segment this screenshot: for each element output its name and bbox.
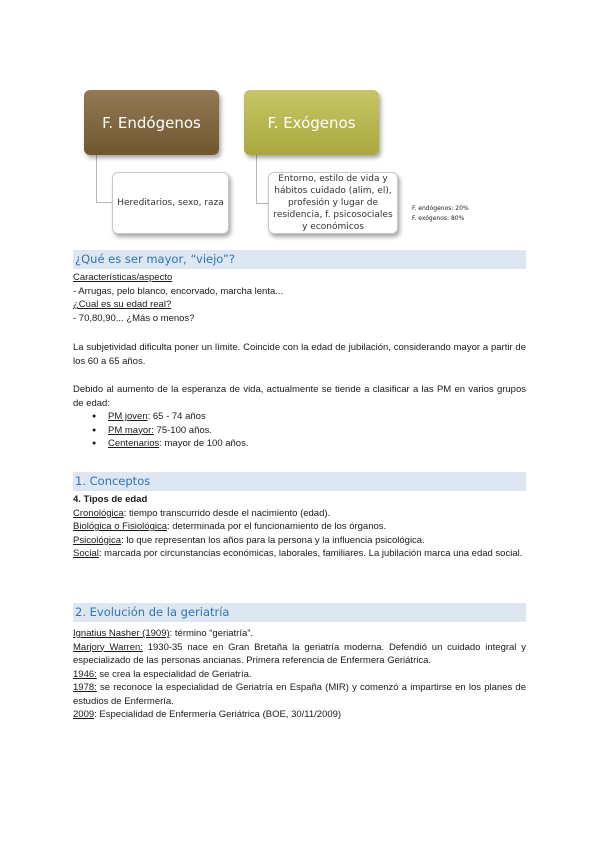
list-item: Ignatius Nasher (1909): término “geriatría”. (73, 628, 254, 639)
list-item: 2009: Especialidad de Enfermería Geriátrica (BOE, 30/11/2009) (73, 709, 342, 720)
edad-real-text: - 70,80,90... ¿Más o menos? (73, 312, 195, 324)
section-heading-viejo: ¿Qué es ser mayor, “viejo”? (73, 250, 526, 269)
caracteristicas-label: Características/aspecto (73, 272, 173, 283)
conceptos-block (73, 493, 526, 561)
exogenos-detail: Entorno, estilo de vida y hábitos cuidado (alim, el), profesión y lugar de residencia, f. psicosociales y económicos (273, 174, 393, 232)
list-item: Biológica o Fisiológica: determinada por el funcionamiento de los órganos. (73, 521, 387, 532)
section-heading-conceptos: 1. Conceptos (73, 472, 526, 491)
endogenos-box (84, 90, 219, 155)
endogenos-detail: Hereditarios, sexo, raza (117, 198, 224, 208)
evolucion-block (73, 627, 526, 722)
list-item: Social: marcada por circunstancias económicas, laborales, familiares. La jubilación marca una edad social. (73, 548, 523, 559)
list-item: 1946: se crea la especialidad de Geriatría. (73, 668, 252, 680)
caracteristicas-block (73, 271, 526, 325)
connector-endogenos (96, 155, 113, 203)
caracteristicas-text: - Arrugas, pelo blanco, encorvado, marcha lenta... (73, 285, 284, 297)
paragraph-subjetividad: La subjetividad dificulta poner un límite. Coincide con la edad de jubilación, considerando mayor a partir de los 60 a 65 años. (73, 342, 526, 367)
exogenos-title: F. Exógenos (267, 113, 356, 132)
exogenos-box (244, 90, 379, 155)
list-item: ● Centenarios: mayor de 100 años. (92, 437, 248, 451)
note-exogenos: F. exógenos: 80% (412, 215, 465, 222)
tipos-edad-subheading: 4. Tipos de edad (73, 494, 148, 505)
list-item: Psicológica: lo que representan los años para la persona y la influencia psicológica. (73, 534, 425, 546)
note-endogenos: F. endógenos: 20% (412, 205, 469, 212)
edad-real-label: ¿Cual es su edad real? (73, 299, 172, 310)
section-heading-evolucion: 2. Evolución de la geriatría (73, 603, 526, 622)
list-item: Cronológica: tiempo transcurrido desde el nacimiento (edad). (73, 507, 331, 519)
endogenos-title: F. Endógenos (102, 113, 201, 132)
list-item: ● PM joven: 65 - 74 años (92, 410, 248, 424)
list-item: ● PM mayor: 75-100 años. (92, 424, 248, 438)
age-groups-list (92, 410, 248, 451)
exogenos-detail-box (268, 172, 398, 234)
list-item: 1978: se reconoce la especialidad de Geriatría en España (MIR) y comenzó a impartirse en los planes de estudios de Enfermería. (73, 682, 526, 707)
paragraph-esperanza: Debido al aumento de la esperanza de vida, actualmente se tiende a clasificar a las PM en varios grupos de edad: (73, 384, 526, 409)
list-item: Marjory Warren: 1930-35 nace en Gran Bretaña la geriatría moderna. Defendió un cuidado integral y especializado de las personas ancianas. Primera referencia de Enfermera Geriátrica. (73, 641, 526, 666)
endogenos-detail-box (112, 172, 229, 234)
